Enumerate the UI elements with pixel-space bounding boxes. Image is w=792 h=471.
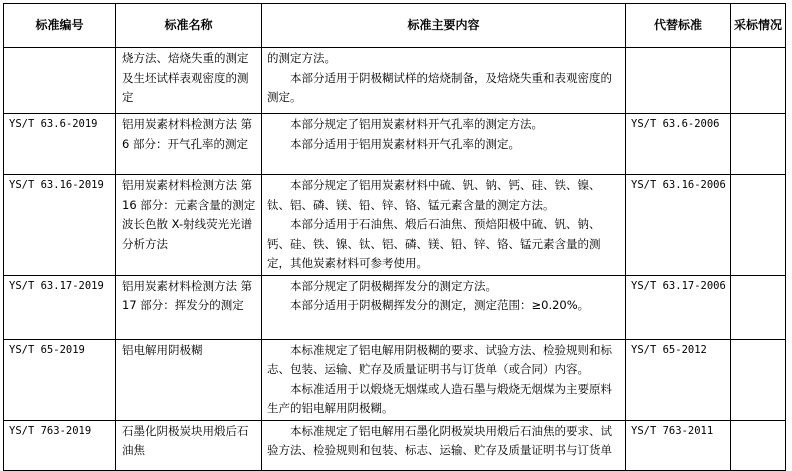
header-row <box>4 4 786 48</box>
cell-code: YS/T 63.6-2019 <box>4 114 116 175</box>
cell-name: 铝用炭素材料检测方法 第 17 部分：挥发分的测定 <box>116 275 262 339</box>
cell-name: 铝用炭素材料检测方法 第 6 部分：开气孔率的测定 <box>116 114 262 175</box>
cell-content <box>262 275 626 339</box>
cell-content <box>262 48 626 114</box>
table-row <box>4 420 786 470</box>
content-para: 本标准规定了铝电解用阴极糊的要求、试验方法、检验规则和标志、包装、运输、贮存及质量证明书与订货单（或合同）内容。 <box>267 342 612 376</box>
cell-name: 烧方法、焙烧失重的测定及生坯试样表观密度的测定 <box>116 48 262 114</box>
standards-table <box>3 3 786 471</box>
cell-adopt <box>731 114 786 175</box>
content-para: 本部分规定了铝用炭素材料开气孔率的测定方法。 <box>290 117 543 131</box>
table-row <box>4 48 786 114</box>
cell-name: 石墨化阴极炭块用煅后石油焦 <box>116 420 262 470</box>
table-row <box>4 275 786 339</box>
content-para: 本标准规定了铝电解用石墨化阴极炭块用煅后石油焦的要求、试验方法、检验规则和包装、标志、运输、贮存及质量证明书与订货单 <box>267 423 612 457</box>
header-adopt: 采标情况 <box>731 4 786 48</box>
cell-replace: YS/T 63.6-2006 <box>626 114 731 175</box>
cell-replace: YS/T 63.17-2006 <box>626 275 731 339</box>
cell-code: YS/T 763-2019 <box>4 420 116 470</box>
cell-name: 铝电解用阴极糊 <box>116 339 262 420</box>
cell-replace: YS/T 63.16-2006 <box>626 175 731 276</box>
header-code: 标准编号 <box>4 4 116 48</box>
cell-content <box>262 175 626 276</box>
content-para: 的测定方法。 <box>267 51 336 65</box>
header-content: 标准主要内容 <box>262 4 626 48</box>
content-para: 本部分适用于石油焦、煅后石油焦、预焙阳极中硫、钒、钠、钙、硅、铁、镍、钛、铝、磷、镁、铅、锌、铬、锰元素含量的测定，其他炭素材料可参考使用。 <box>267 217 601 270</box>
content-para: 本标准适用于以煅烧无烟煤或人造石墨与煅烧无烟煤为主要原料生产的铝电解用阴极糊。 <box>267 381 612 415</box>
table-row <box>4 114 786 175</box>
content-para: 本部分适用于阴极糊试样的焙烧制备，及焙烧失重和表观密度的测定。 <box>267 70 612 104</box>
cell-adopt <box>731 275 786 339</box>
content-para: 本部分规定了铝用炭素材料中硫、钒、钠、钙、硅、铁、镍、钛、铝、磷、镁、铅、锌、铬、锰元素含量的测定方法。 <box>267 178 601 212</box>
cell-content <box>262 420 626 470</box>
table-row <box>4 175 786 276</box>
cell-adopt <box>731 339 786 420</box>
header-replace: 代替标准 <box>626 4 731 48</box>
cell-code: YS/T 63.16-2019 <box>4 175 116 276</box>
cell-replace <box>626 48 731 114</box>
cell-content <box>262 114 626 175</box>
table-row <box>4 339 786 420</box>
cell-code: YS/T 63.17-2019 <box>4 275 116 339</box>
content-para: 本部分适用于铝用炭素材料开气孔率的测定。 <box>290 136 520 151</box>
cell-adopt <box>731 420 786 470</box>
cell-replace: YS/T 763-2011 <box>626 420 731 470</box>
content-para: 本部分规定了阴极糊挥发分的测定方法。 <box>290 278 497 293</box>
cell-adopt <box>731 175 786 276</box>
content-para: 本部分适用于阴极糊挥发分的测定，测定范围：≥0.20%。 <box>290 298 590 312</box>
cell-code <box>4 48 116 114</box>
cell-replace: YS/T 65-2012 <box>626 339 731 420</box>
cell-name: 铝用炭素材料检测方法 第 16 部分：元素含量的测定 波长色散 X-射线荧光光谱分析方法 <box>116 175 262 276</box>
cell-code: YS/T 65-2019 <box>4 339 116 420</box>
cell-adopt <box>731 48 786 114</box>
cell-content <box>262 339 626 420</box>
header-name: 标准名称 <box>116 4 262 48</box>
